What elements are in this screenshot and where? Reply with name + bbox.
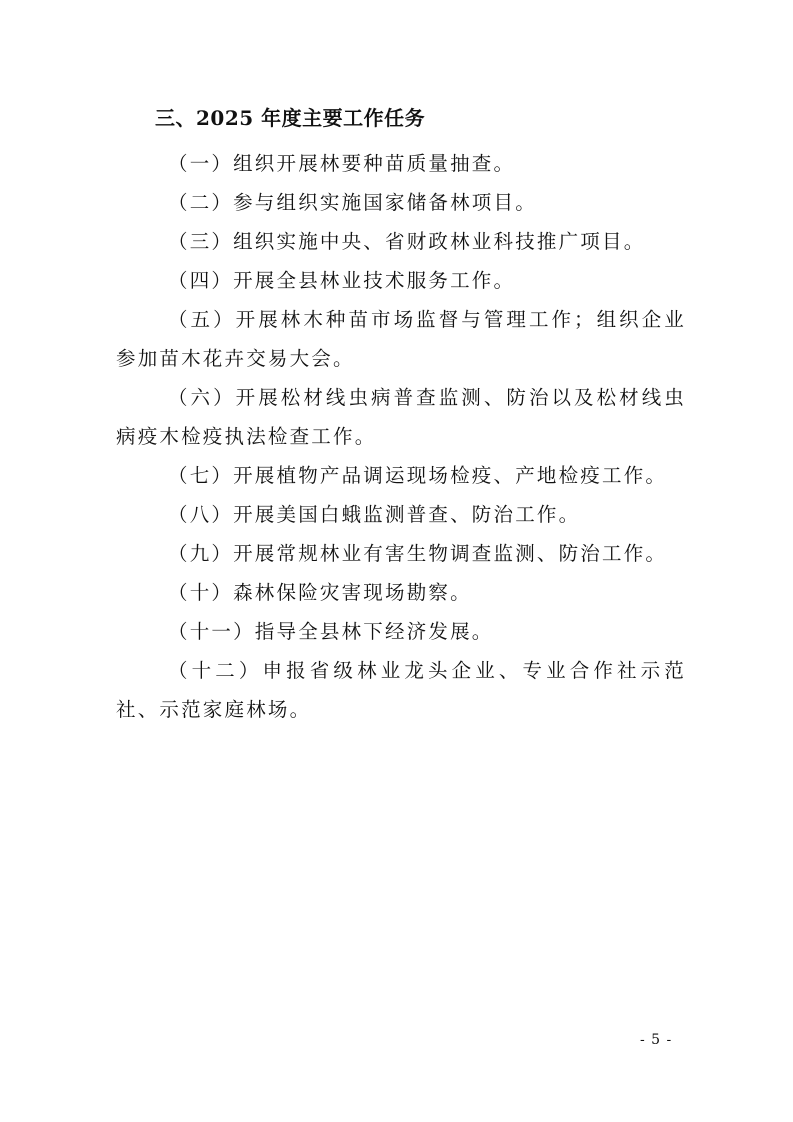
task-item-10: （十）森林保险灾害现场勘察。: [168, 581, 472, 604]
task-item-1: （一）组织开展林要种苗质量抽查。: [168, 152, 516, 175]
task-item-4: （四）开展全县林业技术服务工作。: [168, 269, 516, 292]
page-number: - 5 -: [640, 1032, 673, 1048]
task-item-12: （十二）申报省级林业龙头企业、专业合作社示范社、示范家庭林场。: [116, 659, 686, 721]
section-heading: 三、2025 年度主要工作任务: [155, 106, 426, 130]
task-item-6: （六）开展松材线虫病普查监测、防治以及松材线虫病疫木检疫执法检查工作。: [116, 386, 686, 448]
task-item-11: （十一）指导全县林下经济发展。: [168, 620, 494, 643]
task-item-3: （三）组织实施中央、省财政林业科技推广项目。: [168, 230, 646, 253]
task-item-8: （八）开展美国白蛾监测普查、防治工作。: [168, 503, 581, 526]
task-item-5: （五）开展林木种苗市场监督与管理工作；组织企业参加苗木花卉交易大会。: [116, 308, 686, 370]
task-item-9: （九）开展常规林业有害生物调查监测、防治工作。: [168, 542, 668, 565]
task-item-2: （二）参与组织实施国家储备林项目。: [168, 191, 537, 214]
task-list: [116, 144, 686, 729]
task-item-7: （七）开展植物产品调运现场检疫、产地检疫工作。: [168, 464, 668, 487]
